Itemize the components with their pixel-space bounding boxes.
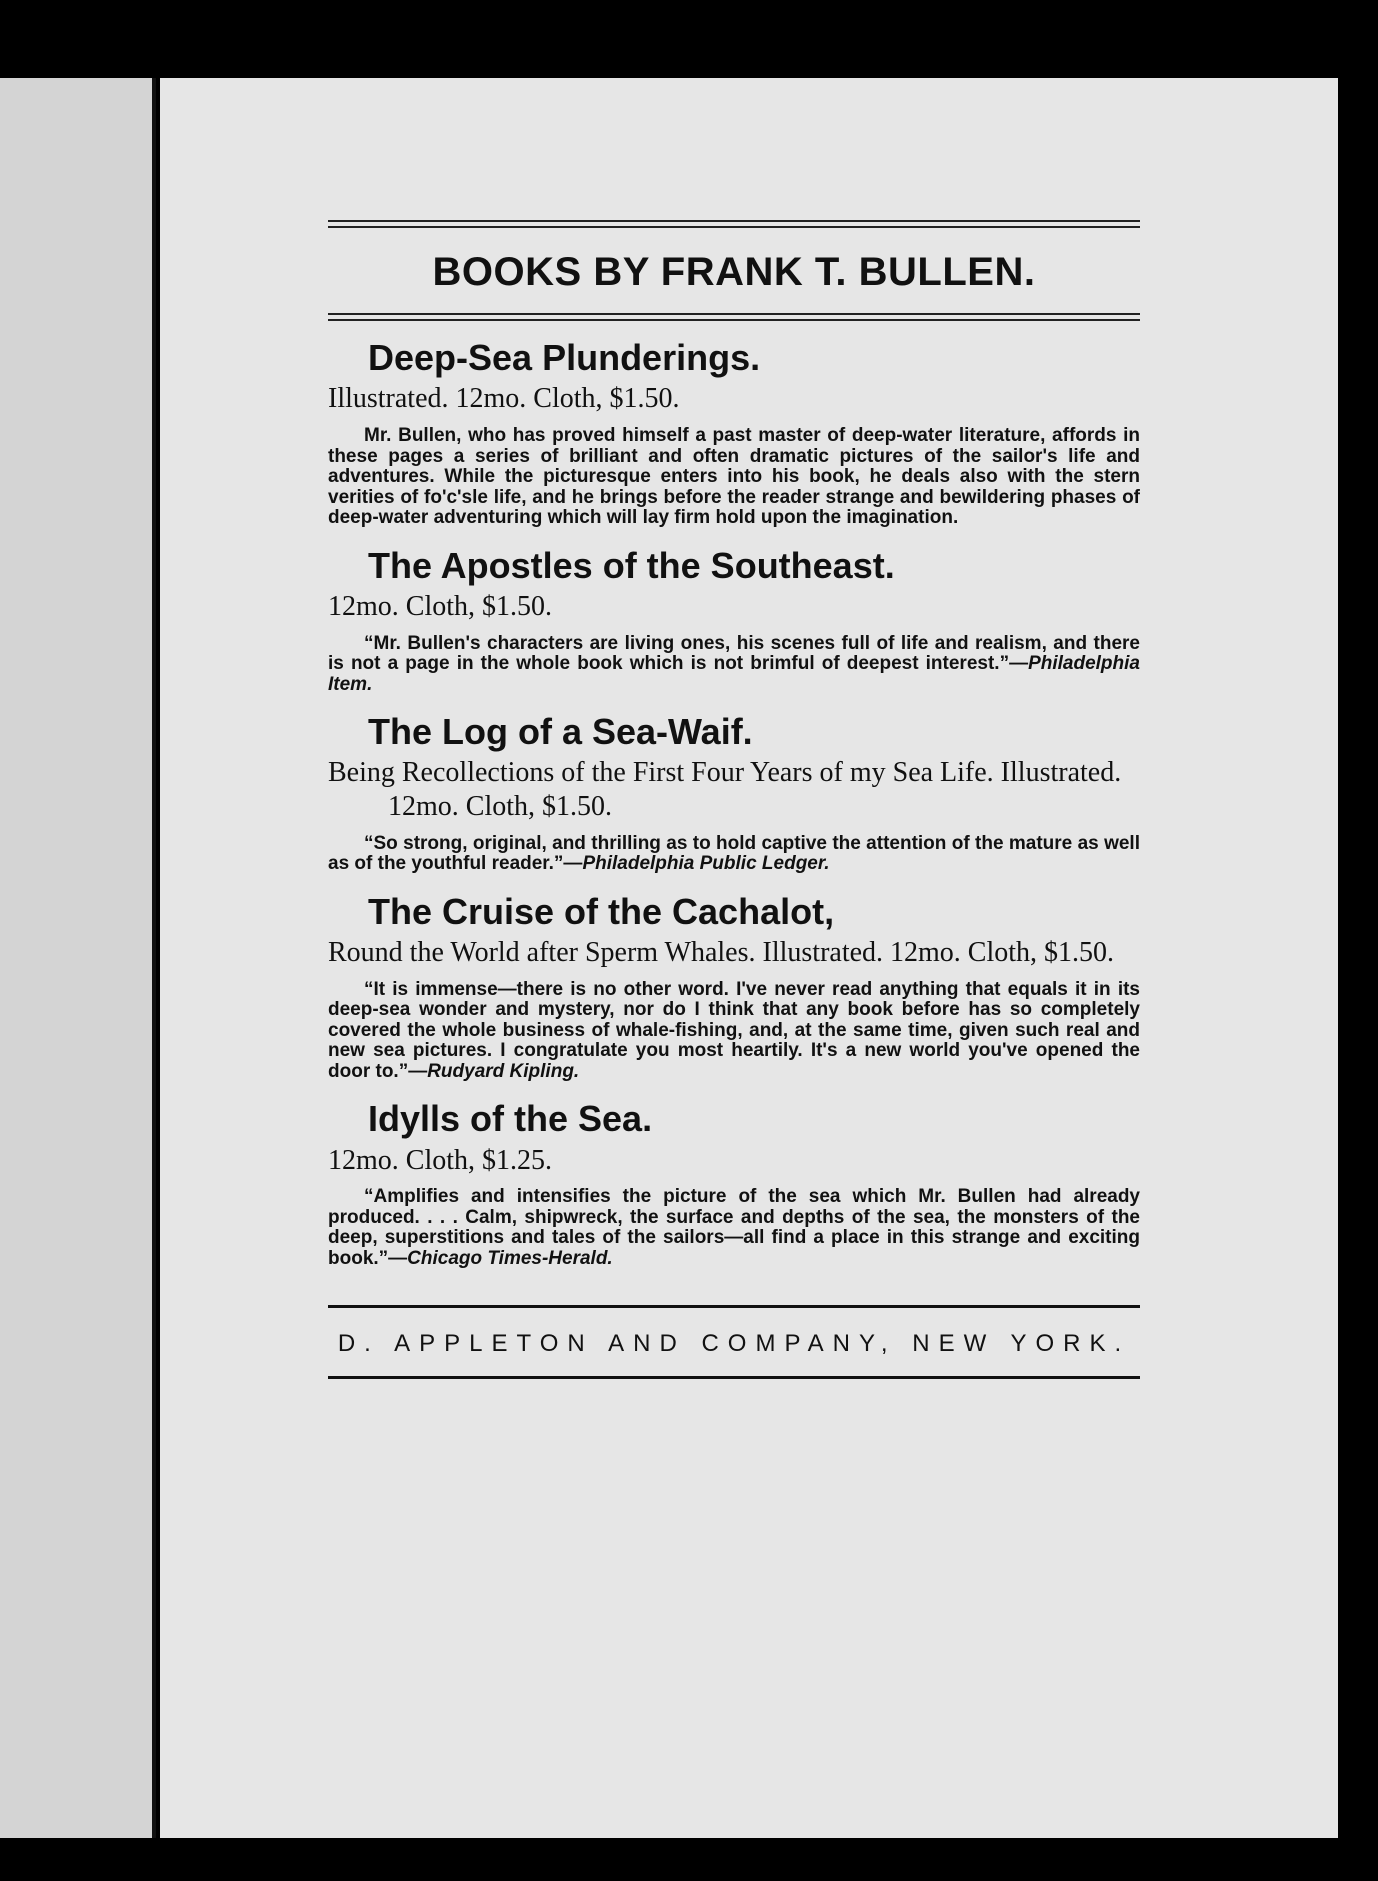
page-title: BOOKS BY FRANK T. BULLEN. xyxy=(432,250,1036,294)
page-content xyxy=(328,220,1140,1379)
review-source: Philadelphia Public Ledger. xyxy=(582,853,830,875)
book-meta: Round the World after Sperm Whales. Illustrated. 12mo. Cloth, $1.50. xyxy=(328,937,1115,969)
book-description-text: “Amplifies and intensifies the picture of the sea which Mr. Bullen had already produced. . . . Calm, shipwreck, the surface and depths of the sea, the monsters of the deep, superstitions and tales of the sailors—all find a place in this strange and exciting book.”— xyxy=(328,1186,1140,1269)
book-meta: Being Recollections of the First Four Years of my Sea Life. Illustrated. 12mo. Cloth, $1.50. xyxy=(328,757,1122,823)
page-gutter xyxy=(152,78,156,1838)
book-description-text: “Mr. Bullen's characters are living ones, his scenes full of life and realism, and there is not a page in the whole book which is not brimful of deepest interest.”— xyxy=(328,632,1140,675)
book-entry-deep-sea-plunderings xyxy=(328,337,1140,529)
book-meta: Illustrated. 12mo. Cloth, $1.50. xyxy=(328,383,680,415)
publisher-imprint: D. APPLETON AND COMPANY, NEW YORK. xyxy=(337,1330,1131,1358)
book-description xyxy=(328,426,1140,529)
book-description xyxy=(328,1187,1140,1269)
book-title: The Log of a Sea-Waif. xyxy=(368,711,753,753)
book-meta: 12mo. Cloth, $1.50. xyxy=(328,590,553,622)
review-source: Philadelphia Item. xyxy=(328,653,1140,695)
advertisement-page xyxy=(160,78,1338,1838)
book-description xyxy=(328,980,1140,1083)
book-title: Idylls of the Sea. xyxy=(368,1098,653,1140)
book-entry-idylls-of-the-sea xyxy=(328,1098,1140,1269)
footer-rule-bottom xyxy=(328,1376,1140,1379)
book-description-text: “It is immense—there is no other word. I've never read anything that equals it in its deep-sea wonder and mystery, nor do I think that any book before has so completely covered the whole business of whale-fishing, and, at the same time, given such real and new sea pictures. I congratulate you most heartily. It's a new world you've opened the door to.”— xyxy=(328,978,1140,1082)
footer-rule-top xyxy=(328,1305,1140,1308)
header-rule-bottom xyxy=(328,313,1140,321)
book-title: Deep-Sea Plunderings. xyxy=(368,337,761,378)
book-description xyxy=(328,834,1140,875)
book-entry-cruise-of-the-cachalot xyxy=(328,891,1140,1083)
book-description-text: “So strong, original, and thrilling as to hold captive the attention of the mature as well as of the youthful reader.”— xyxy=(328,832,1140,875)
review-source: Chicago Times-Herald. xyxy=(407,1247,613,1269)
book-entry-apostles-of-the-southeast xyxy=(328,545,1140,696)
book-meta: 12mo. Cloth, $1.25. xyxy=(328,1144,553,1176)
book-description xyxy=(328,634,1140,696)
review-source: Rudyard Kipling. xyxy=(427,1060,580,1082)
book-title: The Apostles of the Southeast. xyxy=(368,544,895,586)
book-description-text: Mr. Bullen, who has proved himself a past master of deep-water literature, affords in these pages a series of brilliant and often dramatic pictures of the sailor's life and adventures. While the picturesque enters into his book, he deals also with the stern verities of fo'c'sle life, and he brings before the reader strange and bewildering phases of deep-water adventuring which will lay firm hold upon the imagination. xyxy=(328,424,1140,529)
book-title: The Cruise of the Cachalot, xyxy=(368,890,835,932)
book-entry-log-of-a-sea-waif xyxy=(328,711,1140,875)
header-rule-top xyxy=(328,220,1140,228)
left-page-edge xyxy=(0,78,152,1838)
